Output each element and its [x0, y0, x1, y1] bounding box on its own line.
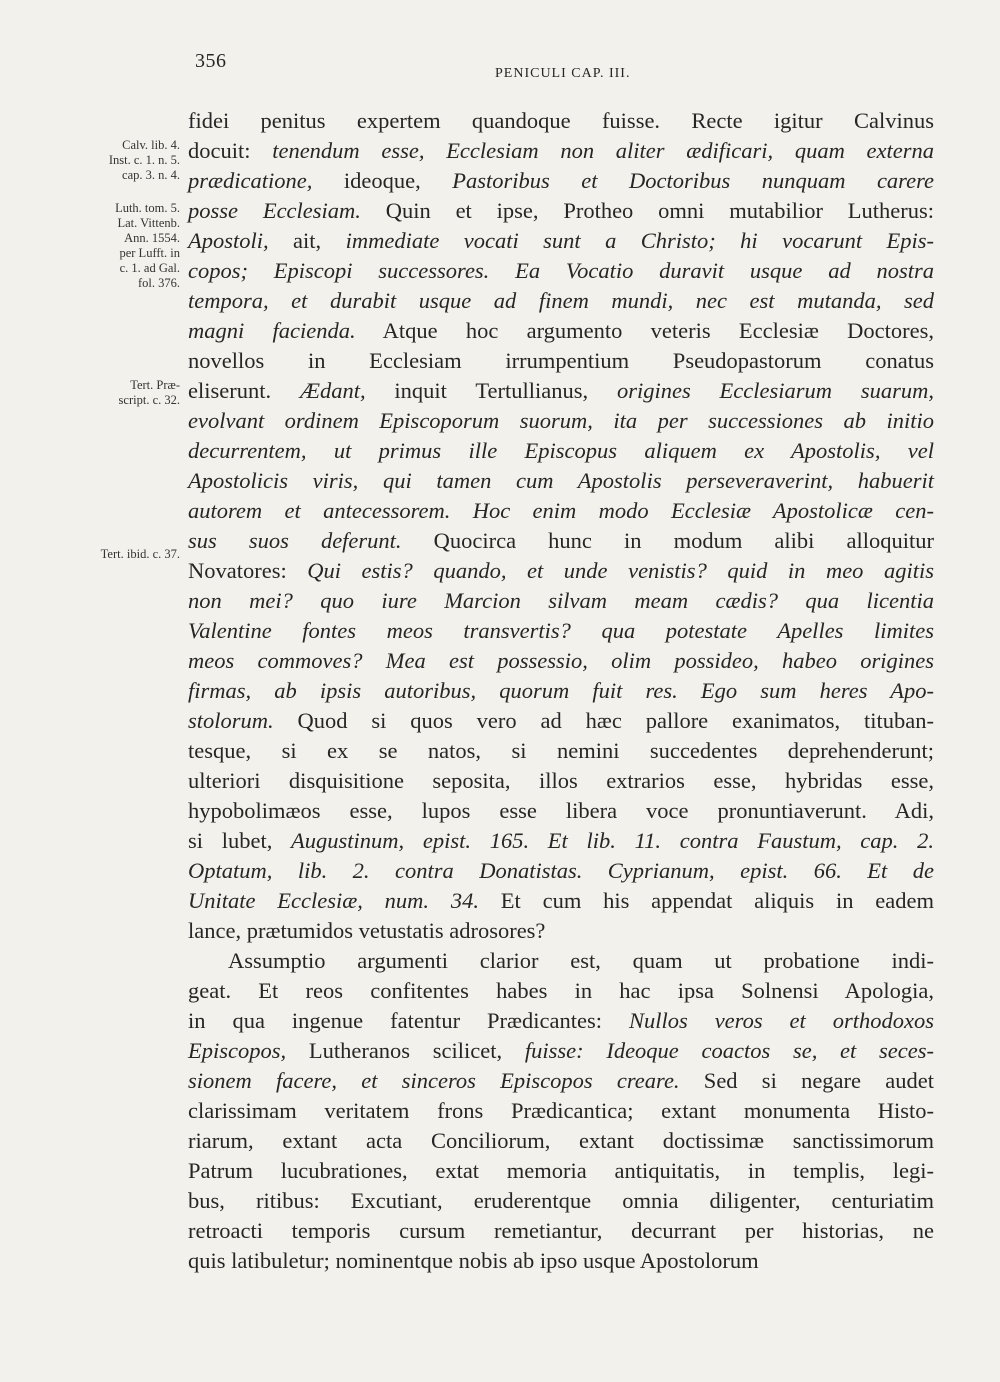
margin-note-calvin [68, 138, 180, 183]
page-number: 356 [195, 50, 227, 72]
running-title: PENICULI CAP. III. [495, 66, 631, 81]
text-run: lance, prætumidos vetustatis adrosores? [188, 918, 546, 943]
text-run: tesque, si ex se natos, si nemini succedentes deprehenderunt; [188, 738, 934, 763]
text-line [188, 286, 934, 316]
margin-note-line: Tert. Præ- [130, 378, 180, 392]
text-line [188, 676, 934, 706]
margin-note-line: script. c. 32. [118, 393, 180, 407]
text-run: clarissimam veritatem frons Prædicantica; extant monumenta Histo- [188, 1098, 934, 1123]
margin-note-line: cap. 3. n. 4. [122, 168, 180, 182]
text-line [188, 556, 934, 586]
text-line [188, 1186, 934, 1216]
text-run: ulteriori disquisitione seposita, illos extrarios esse, hybridas esse, [188, 768, 934, 793]
margin-note-line: Luth. tom. 5. [115, 201, 180, 215]
text-run: hypobolimæos esse, lupos esse libera voce pronuntiaverunt. Adi, [188, 798, 934, 823]
text-run: Quin et ipse, Protheo omni mutabilior Lutherus: [360, 198, 934, 223]
italic-text: fuisse: Ideoque coactos se, et seces- [524, 1038, 934, 1063]
italic-text: non mei? quo iure Marcion silvam meam cædis? qua licentia [188, 588, 934, 613]
text-line [188, 196, 934, 226]
text-line [188, 856, 934, 886]
text-line [188, 226, 934, 256]
italic-text: evolvant ordinem Episcoporum suorum, ita per successiones ab initio [188, 408, 934, 433]
body-text [188, 106, 934, 1276]
italic-text: Apostoli, [188, 228, 269, 253]
italic-text: tempora, et durabit usque ad finem mundi, nec est mutanda, sed [188, 288, 934, 313]
margin-note-line: per Lufft. in [119, 246, 180, 260]
margin-note-luther [68, 201, 180, 291]
italic-text: firmas, ab ipsis autoribus, quorum fuit res. Ego sum heres Apo- [188, 678, 934, 703]
text-run: fidei penitus expertem quandoque fuisse. Recte igitur Calvinus [188, 108, 934, 133]
text-run: Lutheranos scilicet, [286, 1038, 525, 1063]
italic-text: stolorum. [188, 708, 274, 733]
text-line [188, 706, 934, 736]
italic-text: Apostolicis viris, qui tamen cum Apostolis perseveraverint, habuerit [188, 468, 934, 493]
text-line [188, 1216, 934, 1246]
text-line [188, 1006, 934, 1036]
margin-note-line: c. 1. ad Gal. [119, 261, 180, 275]
text-line [188, 166, 934, 196]
text-line [188, 346, 934, 376]
margin-note-line: Tert. ibid. c. 37. [100, 547, 180, 561]
text-run: retroacti temporis cursum remetiantur, decurrant per historias, ne [188, 1218, 934, 1243]
text-line [188, 976, 934, 1006]
text-run: docuit: [188, 138, 273, 163]
italic-text: prædicatione, [188, 168, 313, 193]
margin-note-line: Ann. 1554. [124, 231, 180, 245]
text-line [188, 796, 934, 826]
text-run: geat. Et reos confitentes habes in hac ipsa Solnensi Apologia, [188, 978, 934, 1003]
italic-text: copos; Episcopi successores. Ea Vocatio duravit usque ad nostra [188, 258, 934, 283]
text-run: eliserunt. [188, 378, 300, 403]
text-run: bus, ritibus: Excutiant, eruderentque omnia diligenter, centuriatim [188, 1188, 934, 1213]
text-line [188, 376, 934, 406]
text-line [188, 1156, 934, 1186]
text-line [188, 586, 934, 616]
text-run: Novatores: [188, 558, 308, 583]
text-line [188, 1066, 934, 1096]
italic-text: magni facienda. [188, 318, 356, 343]
text-run: Atque hoc argumento veteris Ecclesiæ Doctores, [355, 318, 934, 343]
text-line [188, 526, 934, 556]
italic-text: Qui estis? quando, et unde venistis? quid in meo agitis [307, 558, 934, 583]
italic-text: Valentine fontes meos transvertis? qua potestate Apelles limites [188, 618, 934, 643]
text-line [188, 316, 934, 346]
text-line [188, 1246, 934, 1276]
text-run: novellos in Ecclesiam irrumpentium Pseudopastorum conatus [188, 348, 934, 373]
text-line [188, 496, 934, 526]
text-line [188, 1096, 934, 1126]
italic-text: Unitate Ecclesiæ, num. 34. [188, 888, 479, 913]
italic-text: Ædant, [299, 378, 366, 403]
italic-text: Optatum, lib. 2. contra Donatistas. Cyprianum, epist. 66. Et de [188, 858, 934, 883]
text-line [188, 436, 934, 466]
text-run: quis latibuletur; nominentque nobis ab ipso usque Apostolorum [188, 1248, 759, 1273]
text-line [188, 466, 934, 496]
text-line [188, 916, 934, 946]
margin-note-line: fol. 376. [137, 276, 180, 290]
italic-text: meos commoves? Mea est possessio, olim possideo, habeo origines [188, 648, 934, 673]
text-run: Assumptio argumenti clarior est, quam ut probatione indi- [228, 948, 934, 973]
text-line [188, 256, 934, 286]
margin-note-line: Calv. lib. 4. [122, 138, 180, 152]
text-line [188, 736, 934, 766]
italic-text: Nullos veros et orthodoxos [628, 1008, 935, 1033]
italic-text: posse Ecclesiam. [188, 198, 361, 223]
text-run: ideoque, [312, 168, 453, 193]
text-line [188, 646, 934, 676]
italic-text: sionem facere, et sinceros Episcopos creare. [188, 1068, 680, 1093]
text-run: Sed si negare audet [679, 1068, 934, 1093]
italic-text: Augustinum, epist. 165. Et lib. 11. contra Faustum, cap. 2. [291, 828, 934, 853]
italic-text: Episcopos, [188, 1038, 287, 1063]
margin-note-tertullian-32 [68, 378, 180, 408]
italic-text: autorem et antecessorem. Hoc enim modo Ecclesiæ Apostolicæ cen- [188, 498, 934, 523]
text-run: in qua ingenue fatentur Prædicantes: [188, 1008, 629, 1033]
text-line [188, 886, 934, 916]
text-run: Quocirca hunc in modum alibi alloquitur [401, 528, 934, 553]
text-line [188, 946, 934, 976]
text-run: riarum, extant acta Conciliorum, extant doctissimæ sanctissimorum [188, 1128, 934, 1153]
margin-note-tertullian-37 [62, 547, 180, 562]
text-run: inquit Tertullianus, [365, 378, 617, 403]
text-run: si lubet, [188, 828, 292, 853]
text-run: Et cum his appendat aliquis in eadem [478, 888, 934, 913]
text-run: Quod si quos vero ad hæc pallore exanimatos, tituban- [273, 708, 934, 733]
italic-text: Pastoribus et Doctoribus nunquam carere [452, 168, 934, 193]
italic-text: origines Ecclesiarum suarum, [616, 378, 934, 403]
margin-note-line: Lat. Vittenb. [117, 216, 180, 230]
italic-text: sus suos deferunt. [188, 528, 402, 553]
text-line [188, 1126, 934, 1156]
text-line [188, 406, 934, 436]
text-line [188, 826, 934, 856]
italic-text: tenendum esse, Ecclesiam non aliter ædificari, quam externa [272, 138, 934, 163]
margin-note-line: Inst. c. 1. n. 5. [108, 153, 180, 167]
text-line [188, 766, 934, 796]
text-line [188, 136, 934, 166]
italic-text: immediate vocati sunt a Christo; hi vocarunt Epis- [345, 228, 934, 253]
text-line [188, 106, 934, 136]
text-run: Patrum lucubrationes, extat memoria antiquitatis, in templis, legi- [188, 1158, 934, 1183]
text-line [188, 1036, 934, 1066]
text-run: ait, [268, 228, 346, 253]
text-line [188, 616, 934, 646]
italic-text: decurrentem, ut primus ille Episcopus aliquem ex Apostolis, vel [188, 438, 934, 463]
